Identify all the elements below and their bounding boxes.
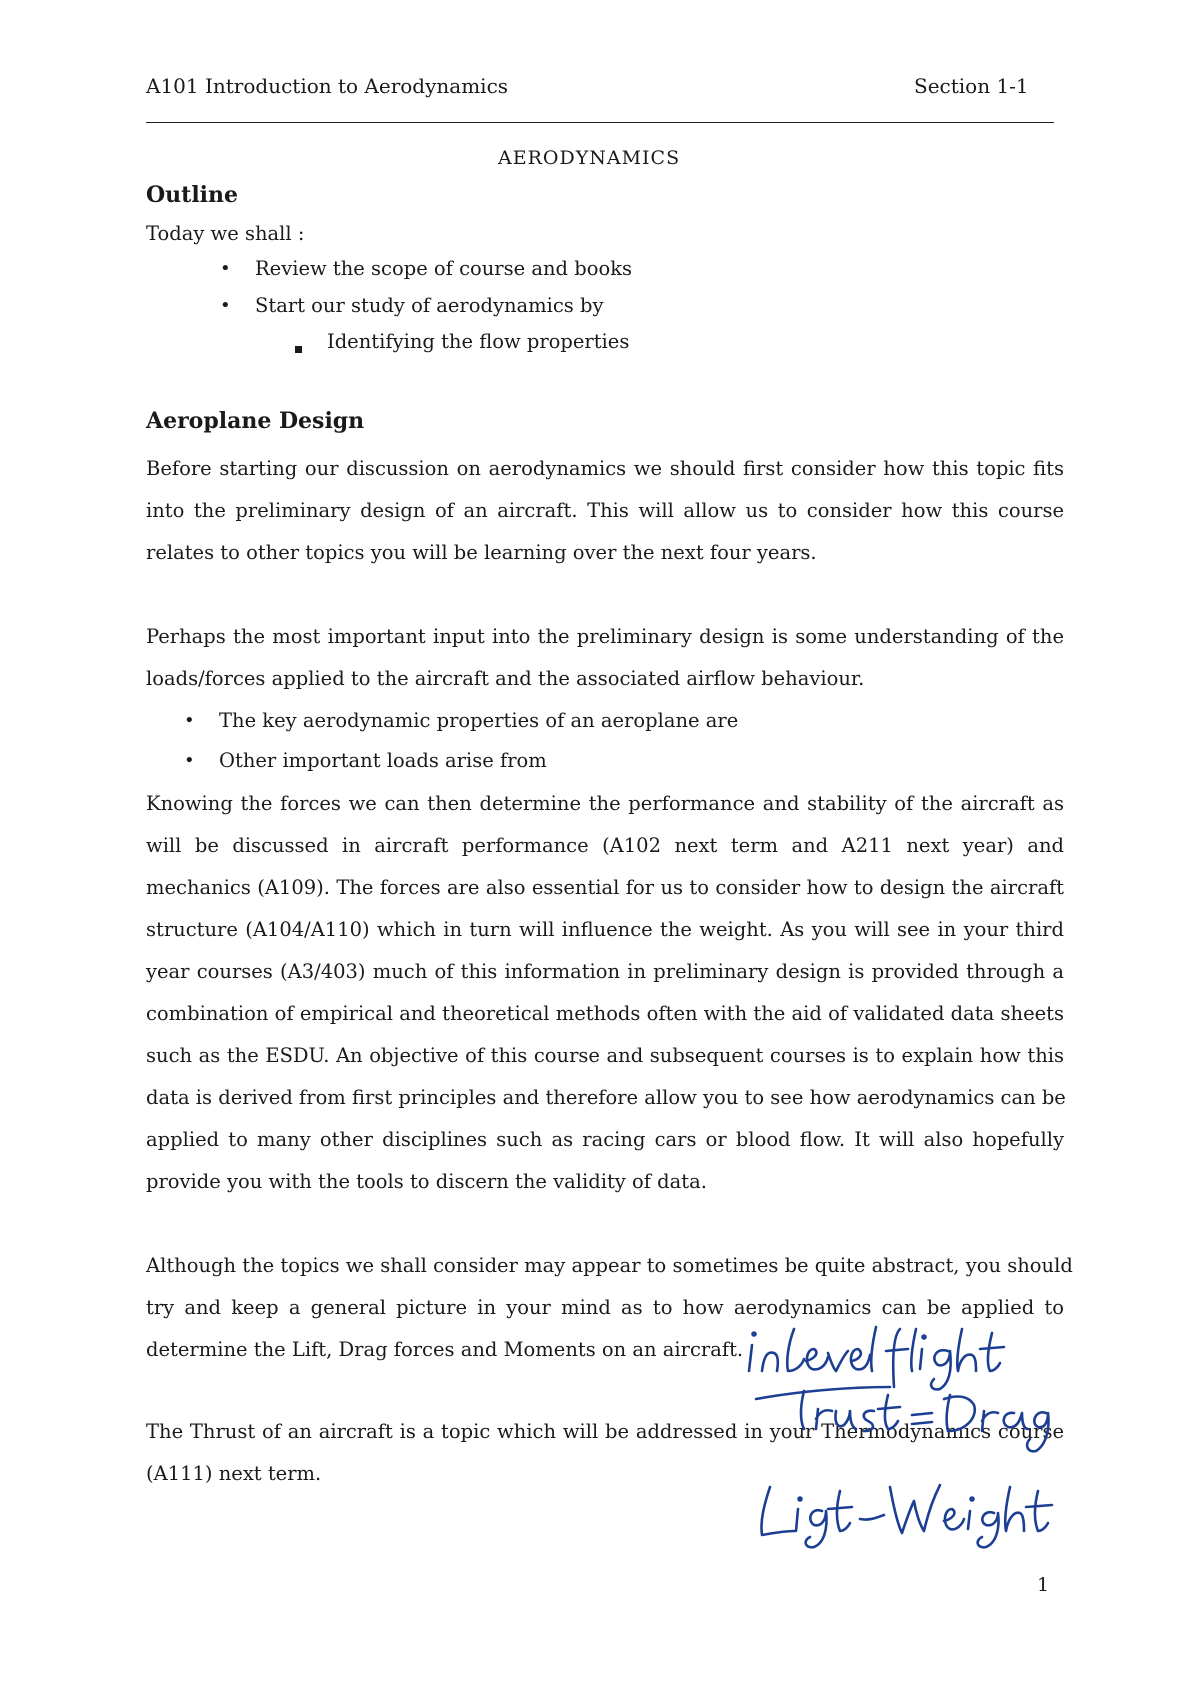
design-bullet: Other important loads arise from: [219, 749, 547, 772]
handwritten-notes: [740, 1325, 1060, 1555]
paragraph-line: such as the ESDU. An objective of this course and subsequent courses is to explain how this: [146, 1044, 1064, 1067]
handwriting-in-level-flight: [749, 1327, 1049, 1451]
paragraph-line: relates to other topics you will be learning over the next four years.: [146, 541, 817, 564]
document-title: AERODYNAMICS: [498, 147, 681, 169]
paragraph-line: Perhaps the most important input into the preliminary design is some understanding of the: [146, 625, 1064, 648]
paragraph-line: will be discussed in aircraft performance (A102 next term and A211 next year) and: [146, 834, 1064, 857]
bullet-icon: •: [184, 710, 195, 731]
paragraph-line: determine the Lift, Drag forces and Moments on an aircraft.: [146, 1338, 744, 1361]
paragraph-line: Although the topics we shall consider may appear to sometimes be quite abstract, you should: [146, 1254, 1073, 1277]
paragraph-line: try and keep a general picture in your mind as to how aerodynamics can be applied to: [146, 1296, 1064, 1319]
paragraph-line: combination of empirical and theoretical methods often with the aid of validated data sheets: [146, 1002, 1064, 1025]
header-divider: [146, 122, 1054, 123]
bullet-icon: •: [220, 258, 231, 279]
outline-bullet: Start our study of aerodynamics by: [255, 294, 604, 317]
square-bullet-icon: [295, 338, 302, 357]
outline-intro: Today we shall :: [146, 222, 305, 245]
paragraph-line: Before starting our discussion on aerodynamics we should first consider how this topic fits: [146, 457, 1064, 480]
design-bullet: The key aerodynamic properties of an aeroplane are: [219, 709, 739, 732]
paragraph-line: mechanics (A109). The forces are also essential for us to consider how to design the aircraft: [146, 876, 1064, 899]
aeroplane-design-heading: Aeroplane Design: [146, 408, 365, 434]
paragraph-line: into the preliminary design of an aircraft. This will allow us to consider how this course: [146, 499, 1064, 522]
paragraph-line: loads/forces applied to the aircraft and the associated airflow behaviour.: [146, 667, 865, 690]
paragraph-line: year courses (A3/403) much of this information in preliminary design is provided through a: [146, 960, 1064, 983]
header-course-title: A101 Introduction to Aerodynamics: [146, 74, 509, 98]
outline-bullet: Review the scope of course and books: [255, 257, 633, 280]
bullet-icon: •: [220, 295, 231, 316]
paragraph-line: Knowing the forces we can then determine the performance and stability of the aircraft as: [146, 792, 1064, 815]
paragraph-line: structure (A104/A110) which in turn will influence the weight. As you will see in your third: [146, 918, 1064, 941]
page-number: 1: [1037, 1574, 1050, 1596]
handwriting-lift-weight: [761, 1485, 1052, 1547]
paragraph-line: The Thrust of an aircraft is a topic which will be addressed in your Thermodynamics course: [146, 1420, 1064, 1443]
outline-sub-bullet: Identifying the flow properties: [327, 330, 630, 353]
paragraph-line: provide you with the tools to discern the validity of data.: [146, 1170, 707, 1193]
header-section-label: Section 1-1: [914, 74, 1029, 98]
outline-heading: Outline: [146, 182, 239, 208]
bullet-icon: •: [184, 750, 195, 771]
paragraph-line: (A111) next term.: [146, 1462, 322, 1485]
paragraph-line: data is derived from first principles and therefore allow you to see how aerodynamics can be: [146, 1086, 1066, 1109]
paragraph-line: applied to many other disciplines such as racing cars or blood flow. It will also hopefully: [146, 1128, 1064, 1151]
